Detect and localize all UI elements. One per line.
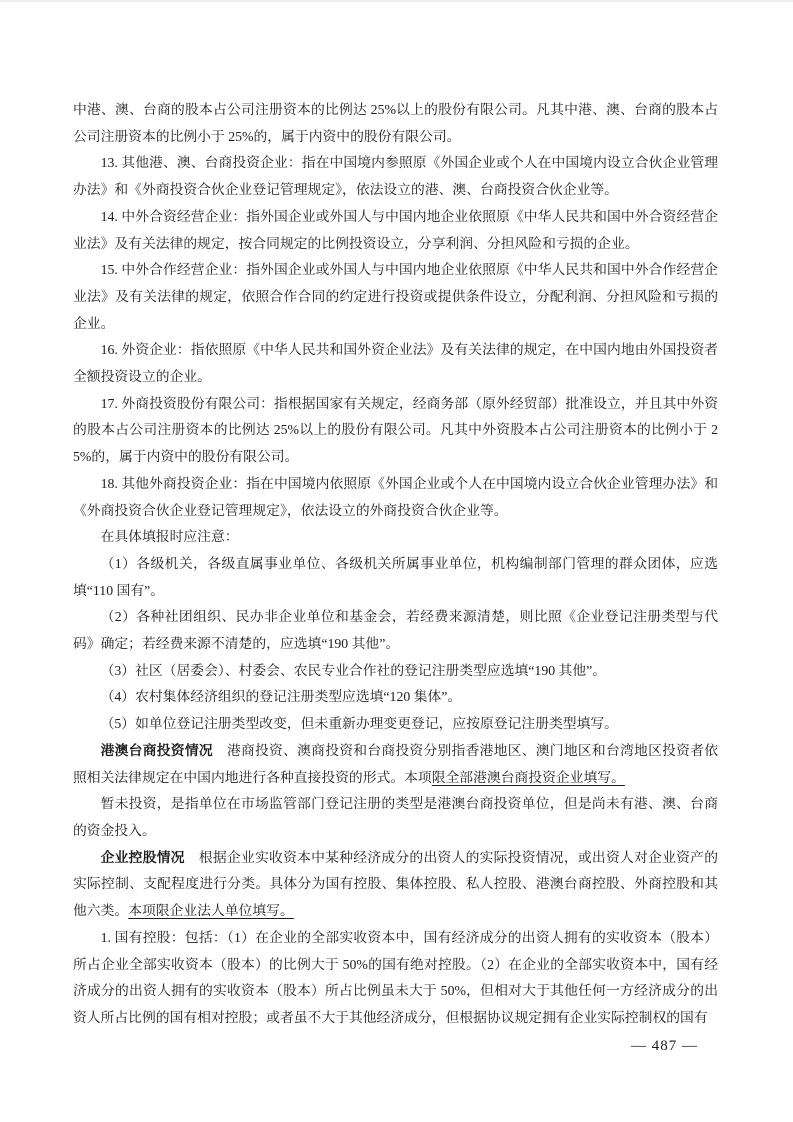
- paragraph: [73, 150, 718, 203]
- paragraph: [73, 391, 718, 471]
- text-segment: （1）各级机关，各级直属事业单位、各级机关所属事业单位，机构编制部门管理的群众团体，应选填“110 国有”。: [73, 555, 718, 598]
- paragraph: [73, 257, 718, 337]
- text-segment: 15. 中外合作经营企业：指外国企业或外国人与中国内地企业依照原《中华人民共和国中外合作经营企业法》及有关法律的规定，依照合作合同的约定进行投资或提供条件设立，分配利润、分担风险和亏损的企业。: [73, 262, 718, 331]
- paragraph: [73, 204, 718, 257]
- text-segment: （2）各种社团组织、民办非企业单位和基金会，若经费来源清楚，则比照《企业登记注册类型与代码》确定；若经费来源不清楚的，应选填“190 其他”。: [73, 609, 718, 652]
- text-segment: 港商投资、澳商投资和台商投资分别指香港地区、澳门地区和台湾地区投资者依照相关法律规定在中国内地进行各种直接投资的形式。本项: [73, 742, 719, 785]
- paragraph: [73, 684, 718, 711]
- text-segment: 17. 外商投资股份有限公司：指根据国家有关规定，经商务部（原外经贸部）批准设立，并且其中外资的股本占公司注册资本的比例达 25%以上的股份有限公司。凡其中外资股本占公司注册资本的比例小于 25%的，属于内资中的股份有限公司。: [73, 395, 718, 465]
- paragraph: [73, 471, 718, 524]
- paragraph: [73, 711, 718, 738]
- page-number: — 487 —: [631, 1038, 698, 1054]
- paragraph: [73, 604, 718, 657]
- underlined-note: 限全部港澳台商投资企业填写。: [431, 769, 625, 785]
- term-heading: 企业控股情况: [100, 849, 185, 865]
- paragraph: [73, 524, 718, 551]
- text-segment: （4）农村集体经济组织的登记注册类型应选填“120 集体”。: [100, 689, 462, 705]
- term-heading: 港澳台商投资情况: [100, 742, 213, 758]
- text-segment: （3）社区（居委会）、村委会、农民专业合作社的登记注册类型应选填“190 其他”。: [100, 662, 607, 678]
- paragraph: [73, 551, 718, 604]
- page-footer: [0, 1038, 793, 1055]
- text-segment: 13. 其他港、澳、台商投资企业：指在中国境内参照原《外国企业或个人在中国境内设立合伙企业管理办法》和《外商投资合伙企业登记管理规定》，依法设立的港、澳、台商投资合伙企业等。: [73, 155, 718, 198]
- text-segment: 1. 国有控股：包括：（1）在企业的全部实收资本中，国有经济成分的出资人拥有的实收资本（股本）所占企业全部实收资本（股本）的比例大于 50%的国有绝对控股。（2）在企业的全部实收资本中，国有经济成分的出资人拥有的实收资本（股本）所占比例虽未大于 50%，但相对大于其他任何一方经济成分的出资人所占比例的国有相对控股；或者虽不大于其他经济成分，但根据协议规定拥有企业实际控制权的国有: [73, 929, 718, 1025]
- text-segment: 中港、澳、台商的股本占公司注册资本的比例达 25%以上的股份有限公司。凡其中港、澳、台商的股本占公司注册资本的比例小于 25%的，属于内资中的股份有限公司。: [73, 102, 718, 144]
- paragraph: [73, 658, 718, 685]
- text-segment: 暂未投资，是指单位在市场监管部门登记注册的类型是港澳台商投资单位，但是尚未有港、澳、台商的资金投入。: [73, 796, 718, 838]
- text-segment: 14. 中外合资经营企业：指外国企业或外国人与中国内地企业依照原《中华人民共和国中外合资经营企业法》及有关法律的规定，按合同规定的比例投资设立，分享利润、分担风险和亏损的企业。: [73, 208, 718, 251]
- paragraph: [73, 337, 718, 390]
- text-segment: 根据企业实收资本中某种经济成分的出资人的实际投资情况，或出资人对企业资产的实际控制、支配程度进行分类。具体分为国有控股、集体控股、私人控股、港澳台商控股、外商控股和其他六类。: [73, 849, 719, 919]
- text-segment: 在具体填报时应注意：: [100, 529, 239, 545]
- paragraph: [73, 738, 718, 791]
- paragraph: [73, 791, 718, 844]
- text-segment: （5）如单位登记注册类型改变，但未重新办理变更登记，应按原登记注册类型填写。: [100, 716, 618, 732]
- text-segment: 16. 外资企业：指依照原《中华人民共和国外资企业法》及有关法律的规定，在中国内地由外国投资者全额投资设立的企业。: [73, 342, 718, 385]
- underlined-note: 本项限企业法人单位填写。: [128, 903, 294, 919]
- paragraph: [73, 97, 718, 150]
- paragraph: [73, 845, 718, 925]
- document-body: [73, 97, 718, 1032]
- paragraph: [73, 925, 718, 1032]
- text-segment: 18. 其他外商投资企业：指在中国境内依照原《外国企业或个人在中国境内设立合伙企业管理办法》和《外商投资合伙企业登记管理规定》，依法设立的外商投资合伙企业等。: [73, 475, 718, 518]
